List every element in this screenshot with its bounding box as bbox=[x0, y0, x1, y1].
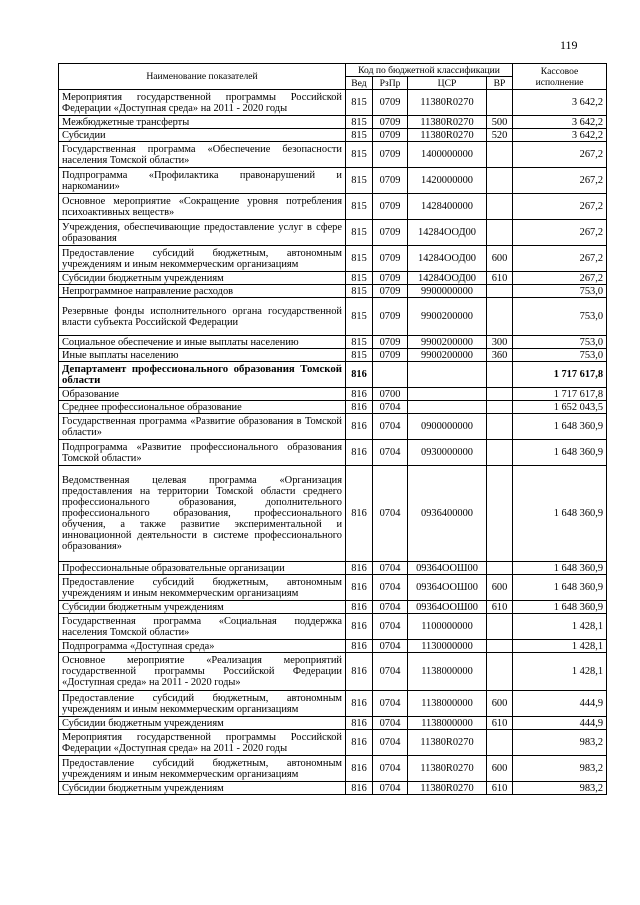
row-rzpr: 0704 bbox=[373, 440, 408, 466]
row-vr bbox=[487, 401, 513, 414]
row-amount: 3 642,2 bbox=[513, 116, 607, 129]
row-csr: 0936400000 bbox=[408, 466, 487, 562]
table-row bbox=[59, 246, 607, 272]
row-rzpr: 0709 bbox=[373, 194, 408, 220]
row-vr bbox=[487, 362, 513, 388]
row-ved: 816 bbox=[346, 388, 373, 401]
row-ved: 816 bbox=[346, 756, 373, 782]
row-ved: 815 bbox=[346, 142, 373, 168]
row-rzpr: 0704 bbox=[373, 601, 408, 614]
row-csr: 1138000000 bbox=[408, 653, 487, 691]
row-vr bbox=[487, 90, 513, 116]
row-vr bbox=[487, 653, 513, 691]
row-name: Учреждения, обеспечивающие предоставление услуг в сфере образования bbox=[59, 220, 346, 246]
row-name: Иные выплаты населению bbox=[59, 349, 346, 362]
row-name: Образование bbox=[59, 388, 346, 401]
row-vr: 600 bbox=[487, 575, 513, 601]
table-row bbox=[59, 401, 607, 414]
row-amount: 1 648 360,9 bbox=[513, 440, 607, 466]
row-ved: 815 bbox=[346, 129, 373, 142]
row-ved: 815 bbox=[346, 272, 373, 285]
row-amount: 1 648 360,9 bbox=[513, 414, 607, 440]
row-name: Мероприятия государственной программы Российской Федерации «Доступная среда» на 2011 - 2020 годы bbox=[59, 90, 346, 116]
header-csr: ЦСР bbox=[408, 77, 487, 90]
table-row bbox=[59, 691, 607, 717]
row-ved: 815 bbox=[346, 220, 373, 246]
row-amount: 753,0 bbox=[513, 349, 607, 362]
row-rzpr: 0704 bbox=[373, 730, 408, 756]
row-name: Государственная программа «Социальная поддержка населения Томской области» bbox=[59, 614, 346, 640]
row-ved: 816 bbox=[346, 730, 373, 756]
row-amount: 1 648 360,9 bbox=[513, 575, 607, 601]
table-row bbox=[59, 653, 607, 691]
row-rzpr: 0704 bbox=[373, 691, 408, 717]
row-rzpr: 0704 bbox=[373, 782, 408, 795]
row-ved: 816 bbox=[346, 562, 373, 575]
row-vr bbox=[487, 440, 513, 466]
table-row bbox=[59, 90, 607, 116]
row-ved: 816 bbox=[346, 782, 373, 795]
header-amount: Кассовое исполнение bbox=[513, 64, 607, 90]
row-name: Среднее профессиональное образование bbox=[59, 401, 346, 414]
row-csr: 14284ООД00 bbox=[408, 246, 487, 272]
table-row bbox=[59, 782, 607, 795]
row-rzpr: 0704 bbox=[373, 575, 408, 601]
row-ved: 816 bbox=[346, 653, 373, 691]
header-ved: Вед bbox=[346, 77, 373, 90]
row-name: Субсидии бюджетным учреждениям bbox=[59, 601, 346, 614]
row-name: Предоставление субсидий бюджетным, автономным учреждениям и иным некоммерческим организациям bbox=[59, 575, 346, 601]
row-ved: 815 bbox=[346, 116, 373, 129]
row-ved: 816 bbox=[346, 640, 373, 653]
row-csr: 09364ООШ00 bbox=[408, 601, 487, 614]
row-ved: 816 bbox=[346, 601, 373, 614]
table-row bbox=[59, 272, 607, 285]
table-row bbox=[59, 730, 607, 756]
row-vr: 360 bbox=[487, 349, 513, 362]
row-rzpr: 0704 bbox=[373, 756, 408, 782]
row-vr: 600 bbox=[487, 691, 513, 717]
table-row bbox=[59, 575, 607, 601]
table-row bbox=[59, 336, 607, 349]
row-name: Социальное обеспечение и иные выплаты населению bbox=[59, 336, 346, 349]
row-csr: 11380R0270 bbox=[408, 129, 487, 142]
row-amount: 1 648 360,9 bbox=[513, 601, 607, 614]
table-row bbox=[59, 717, 607, 730]
row-csr: 09364ООШ00 bbox=[408, 562, 487, 575]
row-csr: 1130000000 bbox=[408, 640, 487, 653]
row-name: Ведомственная целевая программа «Организация предоставления на территории Томской области среднего профессионального образования, дополнительного профессионального образования, профессионального обучения, а также развитие экспериментальной и инновационной деятельности в системе профессионального образования» bbox=[59, 466, 346, 562]
row-vr: 600 bbox=[487, 246, 513, 272]
row-csr: 9900200000 bbox=[408, 349, 487, 362]
header-rzpr: РзПр bbox=[373, 77, 408, 90]
row-rzpr: 0704 bbox=[373, 401, 408, 414]
row-name: Мероприятия государственной программы Российской Федерации «Доступная среда» на 2011 - 2020 годы bbox=[59, 730, 346, 756]
row-rzpr: 0709 bbox=[373, 142, 408, 168]
row-name: Основное мероприятие «Реализация мероприятий государственной программы Российской Федерации «Доступная среда» на 2011 - 2020 годы» bbox=[59, 653, 346, 691]
row-csr: 0930000000 bbox=[408, 440, 487, 466]
row-vr bbox=[487, 640, 513, 653]
row-vr bbox=[487, 168, 513, 194]
header-name: Наименование показателей bbox=[59, 64, 346, 90]
row-name: Резервные фонды исполнительного органа государственной власти субъекта Российской Федерации bbox=[59, 298, 346, 336]
row-name: Субсидии бюджетным учреждениям bbox=[59, 717, 346, 730]
row-rzpr: 0709 bbox=[373, 129, 408, 142]
row-amount: 1 428,1 bbox=[513, 653, 607, 691]
row-name: Государственная программа «Развитие образования в Томской области» bbox=[59, 414, 346, 440]
row-name: Предоставление субсидий бюджетным, автономным учреждениям и иным некоммерческим организациям bbox=[59, 691, 346, 717]
row-ved: 816 bbox=[346, 691, 373, 717]
row-amount: 753,0 bbox=[513, 336, 607, 349]
row-vr: 300 bbox=[487, 336, 513, 349]
row-name: Субсидии бюджетным учреждениям bbox=[59, 272, 346, 285]
row-vr bbox=[487, 220, 513, 246]
row-amount: 1 648 360,9 bbox=[513, 466, 607, 562]
row-ved: 816 bbox=[346, 575, 373, 601]
row-name: Департамент профессионального образования Томской области bbox=[59, 362, 346, 388]
budget-table bbox=[58, 63, 607, 795]
row-csr: 1420000000 bbox=[408, 168, 487, 194]
row-csr: 14284ООД00 bbox=[408, 220, 487, 246]
row-rzpr: 0709 bbox=[373, 246, 408, 272]
row-rzpr: 0709 bbox=[373, 220, 408, 246]
row-vr bbox=[487, 285, 513, 298]
row-amount: 1 428,1 bbox=[513, 640, 607, 653]
row-amount: 753,0 bbox=[513, 298, 607, 336]
page-number: 119 bbox=[560, 38, 578, 52]
row-csr: 11380R0270 bbox=[408, 756, 487, 782]
row-rzpr bbox=[373, 362, 408, 388]
row-rzpr: 0704 bbox=[373, 640, 408, 653]
row-amount: 1 652 043,5 bbox=[513, 401, 607, 414]
row-vr bbox=[487, 388, 513, 401]
row-csr bbox=[408, 388, 487, 401]
table-row bbox=[59, 168, 607, 194]
row-ved: 815 bbox=[346, 349, 373, 362]
row-amount: 1 648 360,9 bbox=[513, 562, 607, 575]
row-vr: 500 bbox=[487, 116, 513, 129]
row-vr bbox=[487, 298, 513, 336]
row-rzpr: 0709 bbox=[373, 90, 408, 116]
row-csr: 9900000000 bbox=[408, 285, 487, 298]
row-rzpr: 0704 bbox=[373, 717, 408, 730]
row-vr bbox=[487, 142, 513, 168]
row-rzpr: 0704 bbox=[373, 614, 408, 640]
row-name: Государственная программа «Обеспечение безопасности населения Томской области» bbox=[59, 142, 346, 168]
row-vr bbox=[487, 194, 513, 220]
row-csr: 1100000000 bbox=[408, 614, 487, 640]
table-body bbox=[59, 90, 607, 795]
row-ved: 816 bbox=[346, 414, 373, 440]
row-csr: 11380R0270 bbox=[408, 90, 487, 116]
row-csr: 14284ООД00 bbox=[408, 272, 487, 285]
row-amount: 1 428,1 bbox=[513, 614, 607, 640]
row-name: Межбюджетные трансферты bbox=[59, 116, 346, 129]
row-ved: 816 bbox=[346, 717, 373, 730]
row-rzpr: 0709 bbox=[373, 349, 408, 362]
row-ved: 815 bbox=[346, 285, 373, 298]
row-vr bbox=[487, 730, 513, 756]
row-rzpr: 0709 bbox=[373, 336, 408, 349]
row-name: Подпрограмма «Профилактика правонарушений и наркомании» bbox=[59, 168, 346, 194]
row-ved: 815 bbox=[346, 246, 373, 272]
row-csr: 11380R0270 bbox=[408, 782, 487, 795]
table-row bbox=[59, 466, 607, 562]
row-rzpr: 0709 bbox=[373, 168, 408, 194]
row-amount: 983,2 bbox=[513, 756, 607, 782]
row-csr bbox=[408, 362, 487, 388]
row-rzpr: 0709 bbox=[373, 272, 408, 285]
table-row bbox=[59, 640, 607, 653]
row-ved: 815 bbox=[346, 90, 373, 116]
row-ved: 816 bbox=[346, 362, 373, 388]
row-name: Предоставление субсидий бюджетным, автономным учреждениям и иным некоммерческим организациям bbox=[59, 756, 346, 782]
row-rzpr: 0709 bbox=[373, 116, 408, 129]
row-csr: 9900200000 bbox=[408, 298, 487, 336]
row-amount: 267,2 bbox=[513, 246, 607, 272]
table-row bbox=[59, 562, 607, 575]
row-name: Основное мероприятие «Сокращение уровня потребления психоактивных веществ» bbox=[59, 194, 346, 220]
row-rzpr: 0704 bbox=[373, 414, 408, 440]
table-row bbox=[59, 362, 607, 388]
table-row bbox=[59, 220, 607, 246]
row-ved: 815 bbox=[346, 194, 373, 220]
header-vr: ВР bbox=[487, 77, 513, 90]
table-row bbox=[59, 756, 607, 782]
table-row bbox=[59, 194, 607, 220]
row-vr: 600 bbox=[487, 756, 513, 782]
row-ved: 816 bbox=[346, 614, 373, 640]
row-vr bbox=[487, 466, 513, 562]
row-amount: 3 642,2 bbox=[513, 90, 607, 116]
table-row bbox=[59, 129, 607, 142]
row-vr: 610 bbox=[487, 272, 513, 285]
row-rzpr: 0709 bbox=[373, 285, 408, 298]
row-amount: 267,2 bbox=[513, 168, 607, 194]
row-name: Предоставление субсидий бюджетным, автономным учреждениям и иным некоммерческим организациям bbox=[59, 246, 346, 272]
row-csr: 11380R0270 bbox=[408, 116, 487, 129]
row-name: Подпрограмма «Развитие профессионального образования Томской области» bbox=[59, 440, 346, 466]
row-csr: 0900000000 bbox=[408, 414, 487, 440]
table-row bbox=[59, 414, 607, 440]
row-vr bbox=[487, 562, 513, 575]
row-vr bbox=[487, 614, 513, 640]
row-amount: 983,2 bbox=[513, 730, 607, 756]
table-row bbox=[59, 116, 607, 129]
row-ved: 815 bbox=[346, 336, 373, 349]
row-vr bbox=[487, 414, 513, 440]
row-ved: 815 bbox=[346, 298, 373, 336]
row-amount: 983,2 bbox=[513, 782, 607, 795]
table-row bbox=[59, 298, 607, 336]
row-vr: 610 bbox=[487, 717, 513, 730]
row-csr: 1400000000 bbox=[408, 142, 487, 168]
row-csr: 09364ООШ00 bbox=[408, 575, 487, 601]
row-csr: 11380R0270 bbox=[408, 730, 487, 756]
row-amount: 753,0 bbox=[513, 285, 607, 298]
row-amount: 267,2 bbox=[513, 220, 607, 246]
row-csr: 1138000000 bbox=[408, 717, 487, 730]
header-code-group: Код по бюджетной классификации bbox=[346, 64, 513, 77]
table-row bbox=[59, 440, 607, 466]
row-name: Непрограммное направление расходов bbox=[59, 285, 346, 298]
table-row bbox=[59, 285, 607, 298]
row-rzpr: 0709 bbox=[373, 298, 408, 336]
table-row bbox=[59, 388, 607, 401]
row-amount: 444,9 bbox=[513, 691, 607, 717]
row-name: Подпрограмма «Доступная среда» bbox=[59, 640, 346, 653]
row-csr: 1428400000 bbox=[408, 194, 487, 220]
row-amount: 267,2 bbox=[513, 194, 607, 220]
row-amount: 267,2 bbox=[513, 142, 607, 168]
row-name: Субсидии bbox=[59, 129, 346, 142]
row-amount: 1 717 617,8 bbox=[513, 388, 607, 401]
row-rzpr: 0704 bbox=[373, 562, 408, 575]
row-amount: 1 717 617,8 bbox=[513, 362, 607, 388]
row-csr bbox=[408, 401, 487, 414]
row-amount: 444,9 bbox=[513, 717, 607, 730]
row-csr: 1138000000 bbox=[408, 691, 487, 717]
row-ved: 815 bbox=[346, 168, 373, 194]
row-amount: 3 642,2 bbox=[513, 129, 607, 142]
row-vr: 610 bbox=[487, 782, 513, 795]
row-ved: 816 bbox=[346, 401, 373, 414]
table-row bbox=[59, 601, 607, 614]
row-vr: 520 bbox=[487, 129, 513, 142]
row-rzpr: 0700 bbox=[373, 388, 408, 401]
row-ved: 816 bbox=[346, 466, 373, 562]
row-name: Профессиональные образовательные организации bbox=[59, 562, 346, 575]
table-row bbox=[59, 142, 607, 168]
table-row bbox=[59, 614, 607, 640]
row-amount: 267,2 bbox=[513, 272, 607, 285]
row-name: Субсидии бюджетным учреждениям bbox=[59, 782, 346, 795]
row-vr: 610 bbox=[487, 601, 513, 614]
row-rzpr: 0704 bbox=[373, 653, 408, 691]
row-ved: 816 bbox=[346, 440, 373, 466]
row-csr: 9900200000 bbox=[408, 336, 487, 349]
row-rzpr: 0704 bbox=[373, 466, 408, 562]
table-row bbox=[59, 349, 607, 362]
